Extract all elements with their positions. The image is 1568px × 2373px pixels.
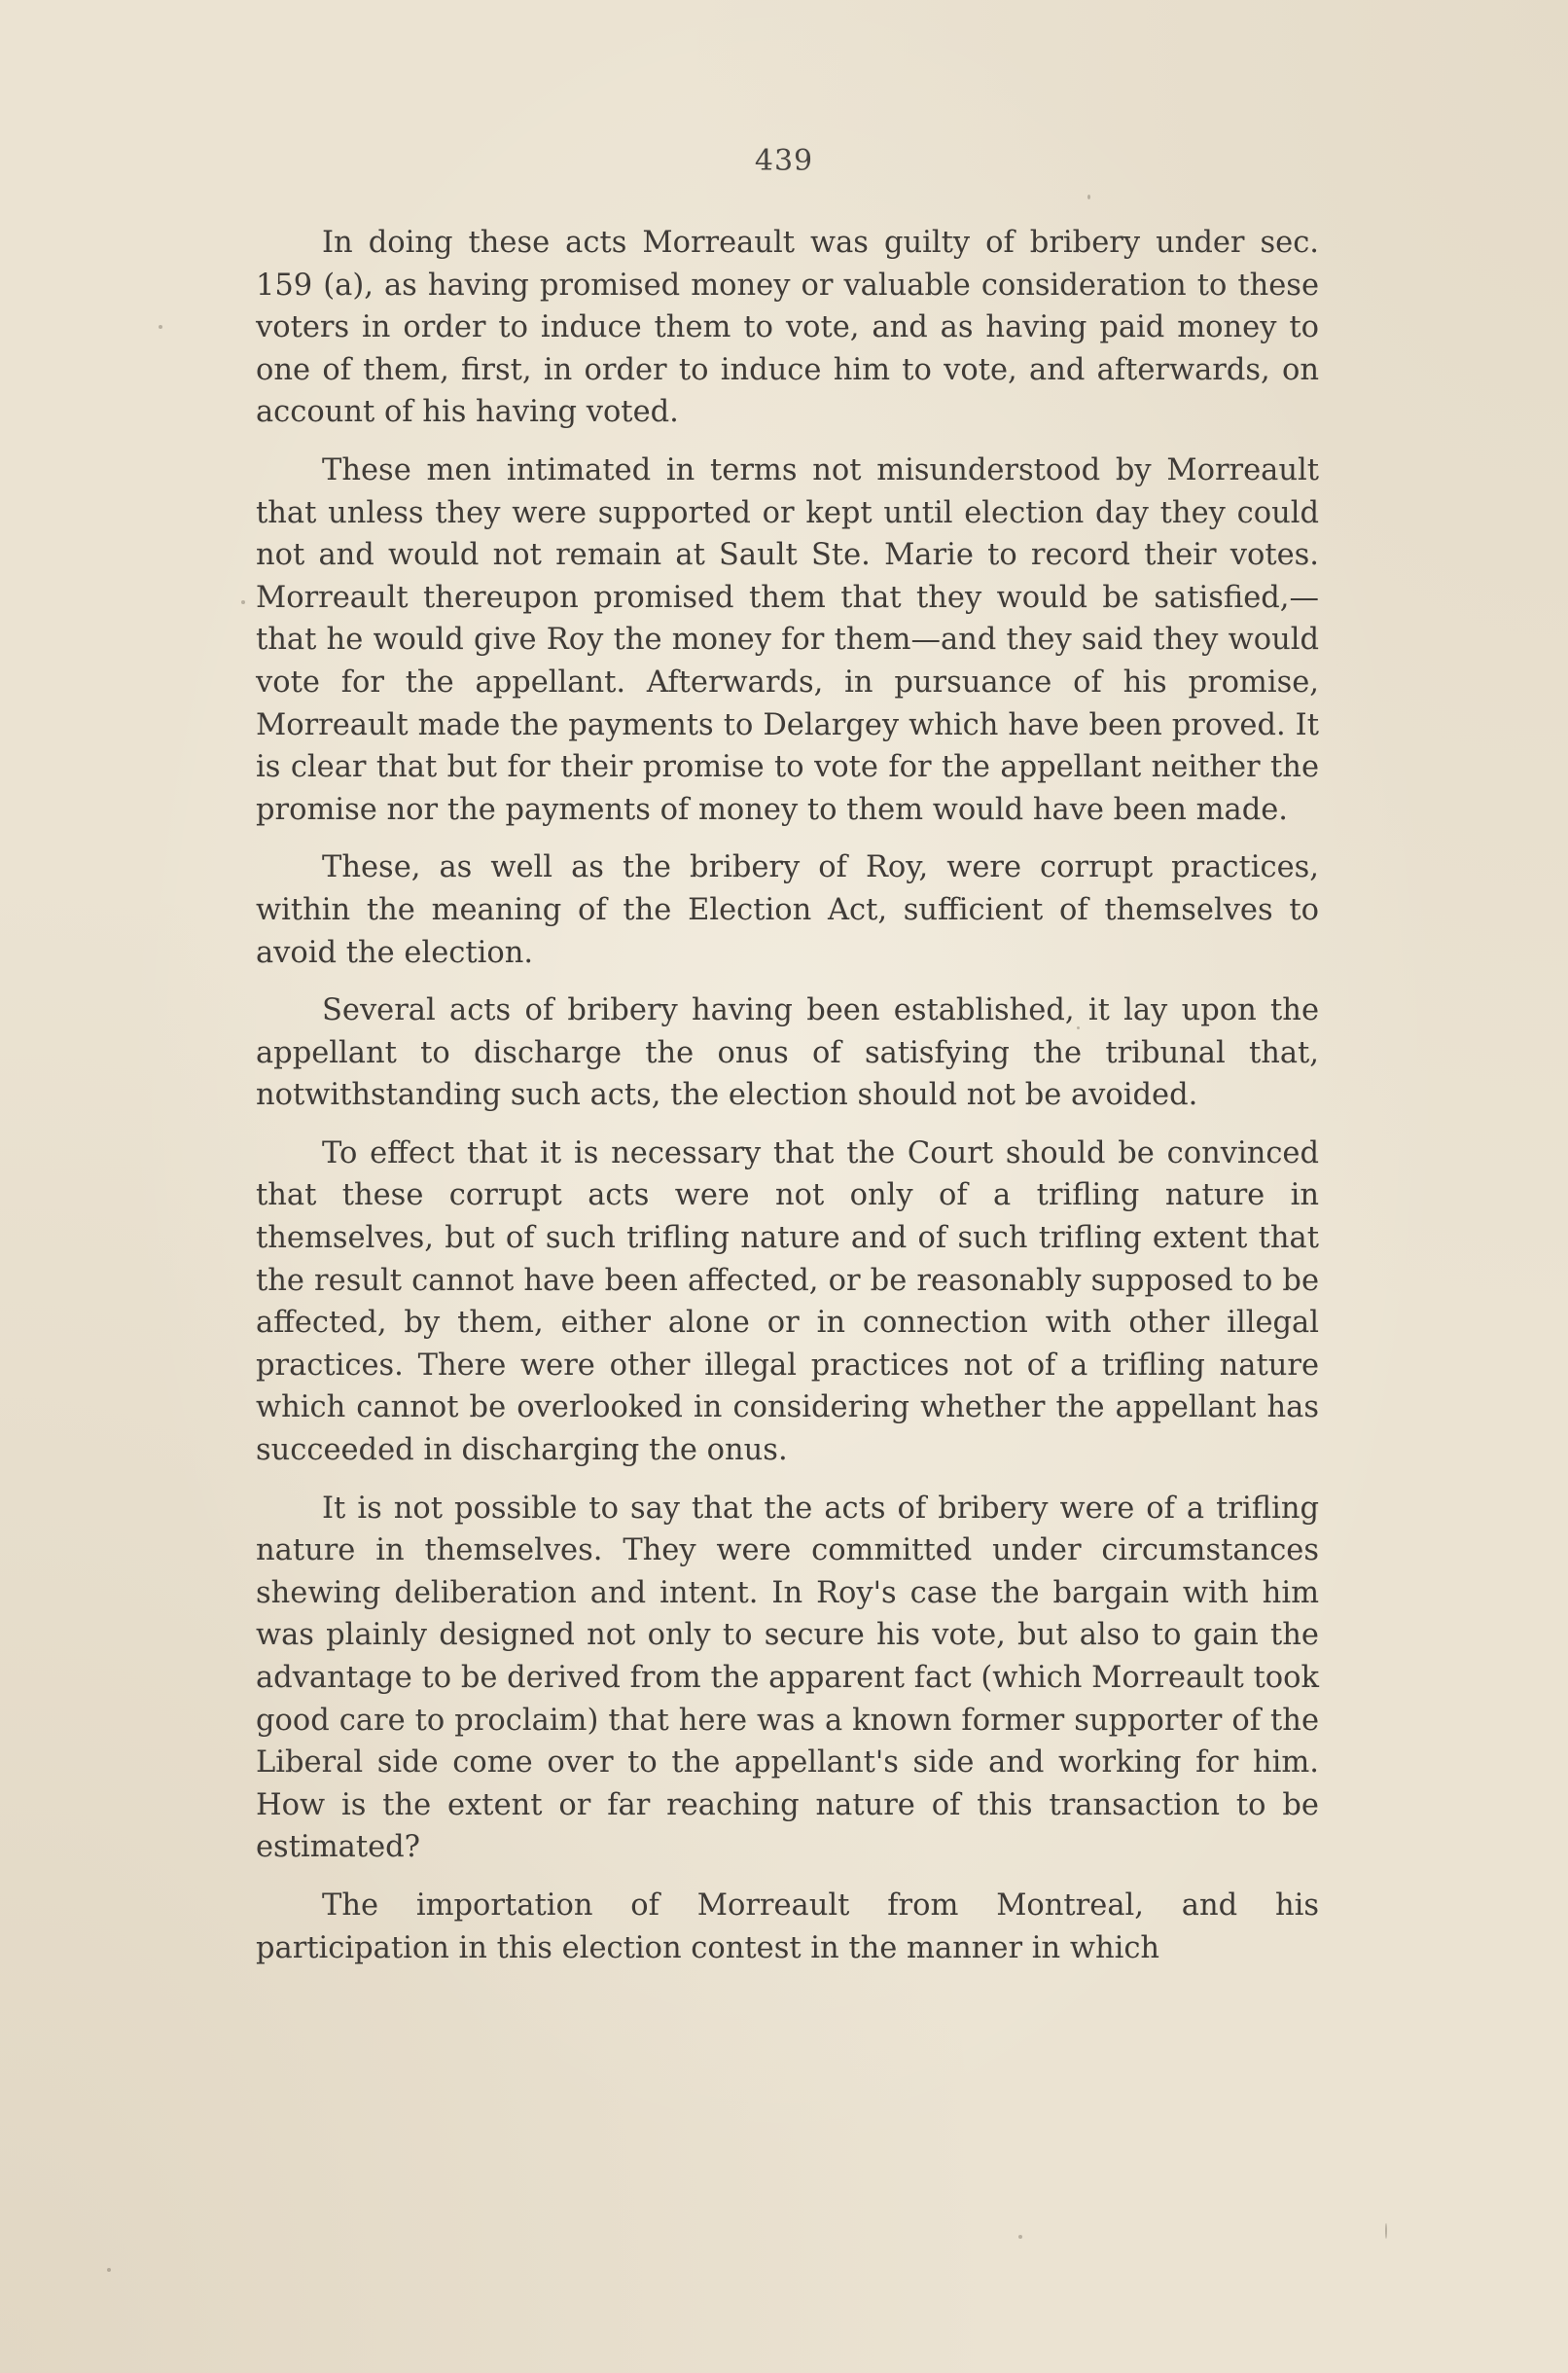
paragraph-3: These, as well as the bribery of Roy, were corrupt practices, within the meaning of the Election Act, sufficient of themselves to avoid the election. bbox=[256, 850, 1319, 970]
paragraph-7: The importation of Morreault from Montreal, and his participation in this election contest in the manner in which bbox=[256, 1888, 1319, 1965]
paper-speck bbox=[159, 325, 162, 329]
paper-speck bbox=[241, 600, 245, 604]
paragraph-4: Several acts of bribery having been established, it lay upon the appellant to discharge the onus of satisfying the tribunal that, notwithstanding such acts, the election should not be avoided. bbox=[256, 993, 1319, 1113]
paper-speck bbox=[1087, 195, 1090, 199]
paper-speck bbox=[1077, 1026, 1080, 1029]
paragraph-1: In doing these acts Morreault was guilty of bribery under sec. 159 (a), as having promised money or valuable consideration to these voters in order to induce them to vote, and as having paid money to one of them, first, in order to induce him to vote, and afterwards, on account of his having voted. bbox=[256, 226, 1319, 430]
paper-speck bbox=[1385, 2223, 1387, 2239]
paper-speck bbox=[107, 2268, 111, 2272]
paragraph-2: These men intimated in terms not misunderstood by Morreault that unless they were supported or kept until election day they could not and would not remain at Sault Ste. Marie to record their votes. Morreault thereupon promised them that they would be satisfied,—that he would give Roy the money for them—and they said they would vote for the appellant. Afterwards, in pursuance of his promise, Morreault made the payments to Delargey which have been proved. It is clear that but for their promise to vote for the appellant neither the promise nor the payments of money to them would have been made. bbox=[256, 452, 1319, 827]
paragraph-6: It is not possible to say that the acts of bribery were of a trifling nature in themselves. They were committed under circumstances shewing deliberation and intent. In Roy's case the bargain with him was plainly designed not only to secure his vote, but also to gain the advantage to be derived from the apparent fact (which Morreault took good care to proclaim) that here was a known former supporter of the Liberal side come over to the appellant's side and working for him. How is the extent or far reaching nature of this transaction to be estimated? bbox=[256, 1491, 1319, 1865]
body-text bbox=[256, 222, 1319, 1985]
paragraph-5: To effect that it is necessary that the Court should be convinced that these corrupt acts were not only of a trifling nature in themselves, but of such trifling nature and of such trifling extent that the result cannot have been affected, or be reasonably supposed to be affected, by them, either alone or in connection with other illegal practices. There were other illegal practices not of a trifling nature which cannot be overlooked in considering whether the appellant has succeeded in discharging the onus. bbox=[256, 1135, 1319, 1468]
page-number: 439 bbox=[754, 144, 814, 178]
paper-speck bbox=[1018, 2235, 1022, 2239]
